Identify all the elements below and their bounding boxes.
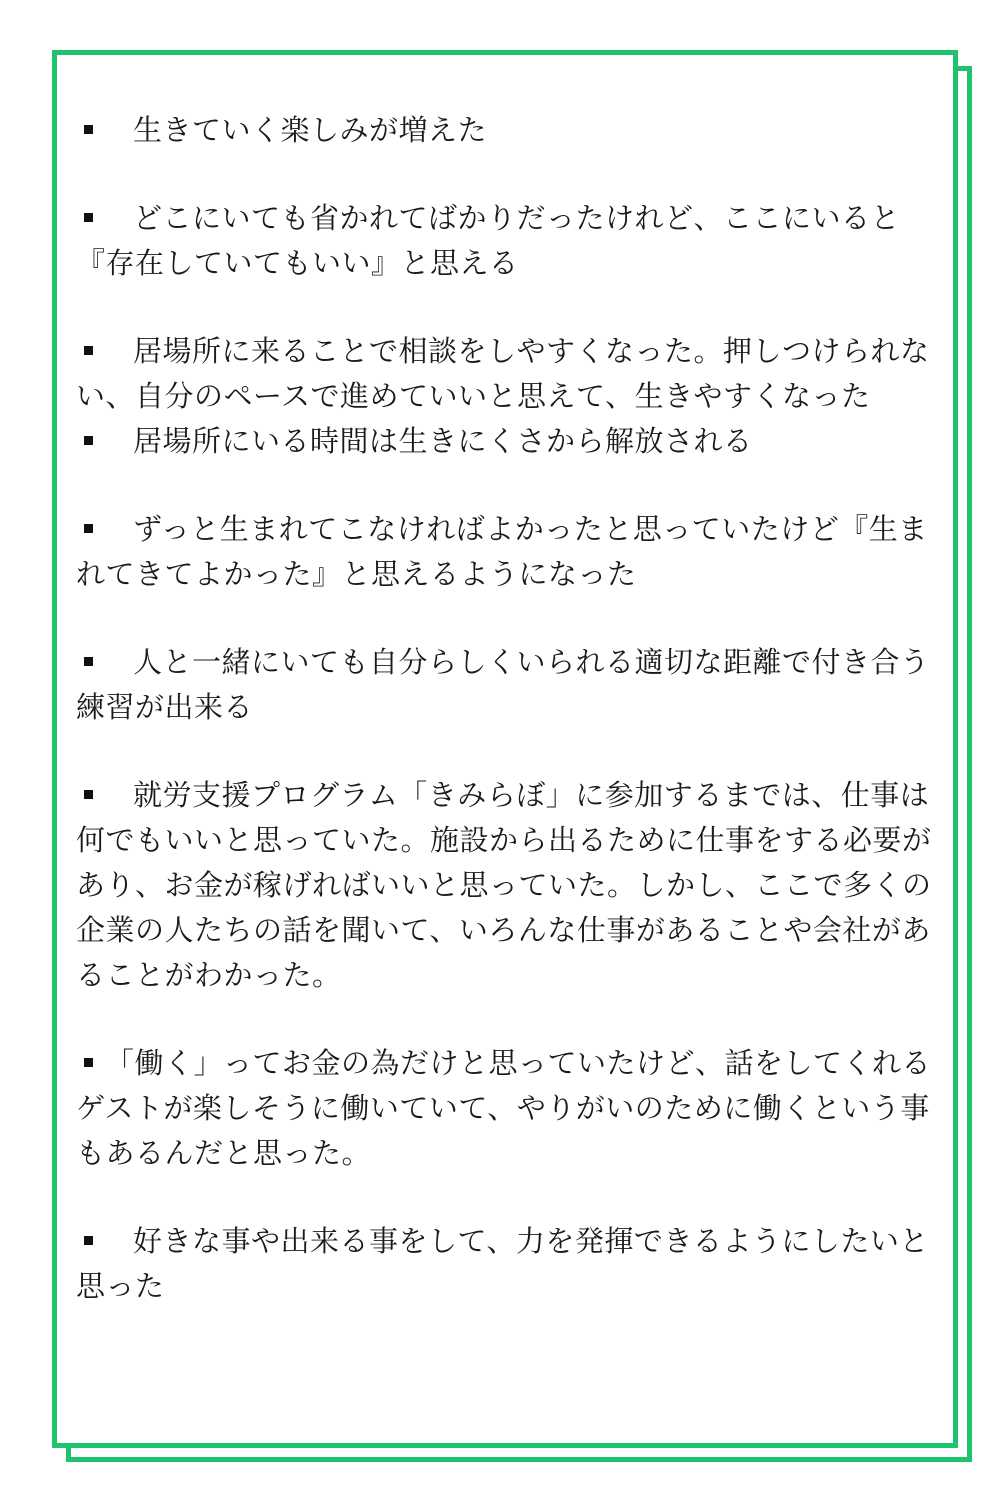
list-item-text: 就労支援プログラム「きみらぼ」に参加するまでは、仕事は何でもいいと思っていた。施設から出るために仕事をする必要があり、お金が稼げればいいと思っていた。しかし、ここで多くの企業の人たちの話を聞いて、いろんな仕事があることや会社があることがわかった。 bbox=[76, 778, 932, 992]
list-item bbox=[76, 640, 942, 730]
square-bullet-icon bbox=[84, 436, 93, 445]
item-spacer bbox=[76, 597, 942, 640]
list-item-text: 人と一緒にいても自分らしくいられる適切な距離で付き合う練習が出来る bbox=[76, 645, 930, 724]
item-spacer bbox=[76, 464, 942, 507]
square-bullet-icon bbox=[84, 346, 93, 355]
list-item bbox=[76, 773, 942, 998]
item-spacer bbox=[76, 286, 942, 329]
list-item bbox=[76, 419, 942, 464]
item-spacer bbox=[76, 153, 942, 196]
list-item-text: ずっと生まれてこなければよかったと思っていたけど『生まれてきてよかった』と思えるようになった bbox=[76, 512, 928, 591]
list-item-text: 生きていく楽しみが増えた bbox=[133, 113, 488, 147]
list-item bbox=[76, 1041, 942, 1176]
square-bullet-icon bbox=[84, 213, 93, 222]
square-bullet-icon bbox=[84, 1058, 93, 1067]
list-item-text: 「働く」ってお金の為だけと思っていたけど、話をしてくれるゲストが楽しそうに働いていて、やりがいのために働くという事もあるんだと思った。 bbox=[76, 1046, 932, 1170]
list-item bbox=[76, 108, 942, 153]
square-bullet-icon bbox=[84, 657, 93, 666]
square-bullet-icon bbox=[84, 790, 93, 799]
list-item-text: 好きな事や出来る事をして、力を発揮できるようにしたいと思った bbox=[76, 1224, 929, 1303]
square-bullet-icon bbox=[84, 125, 93, 134]
testimonial-list bbox=[76, 108, 942, 1309]
list-item bbox=[76, 1219, 942, 1309]
list-item-text: どこにいても省かれてばかりだったけれど、ここにいると『存在していてもいい』と思える bbox=[76, 201, 901, 280]
list-item bbox=[76, 196, 942, 286]
list-item-text: 居場所にいる時間は生きにくさから解放される bbox=[133, 424, 753, 458]
list-item bbox=[76, 329, 942, 419]
item-spacer bbox=[76, 998, 942, 1041]
item-spacer bbox=[76, 730, 942, 773]
square-bullet-icon bbox=[84, 1236, 93, 1245]
square-bullet-icon bbox=[84, 524, 93, 533]
list-item bbox=[76, 507, 942, 597]
item-spacer bbox=[76, 1176, 942, 1219]
list-item-text: 居場所に来ることで相談をしやすくなった。押しつけられない、自分のペースで進めていいと思えて、生きやすくなった bbox=[76, 334, 930, 413]
